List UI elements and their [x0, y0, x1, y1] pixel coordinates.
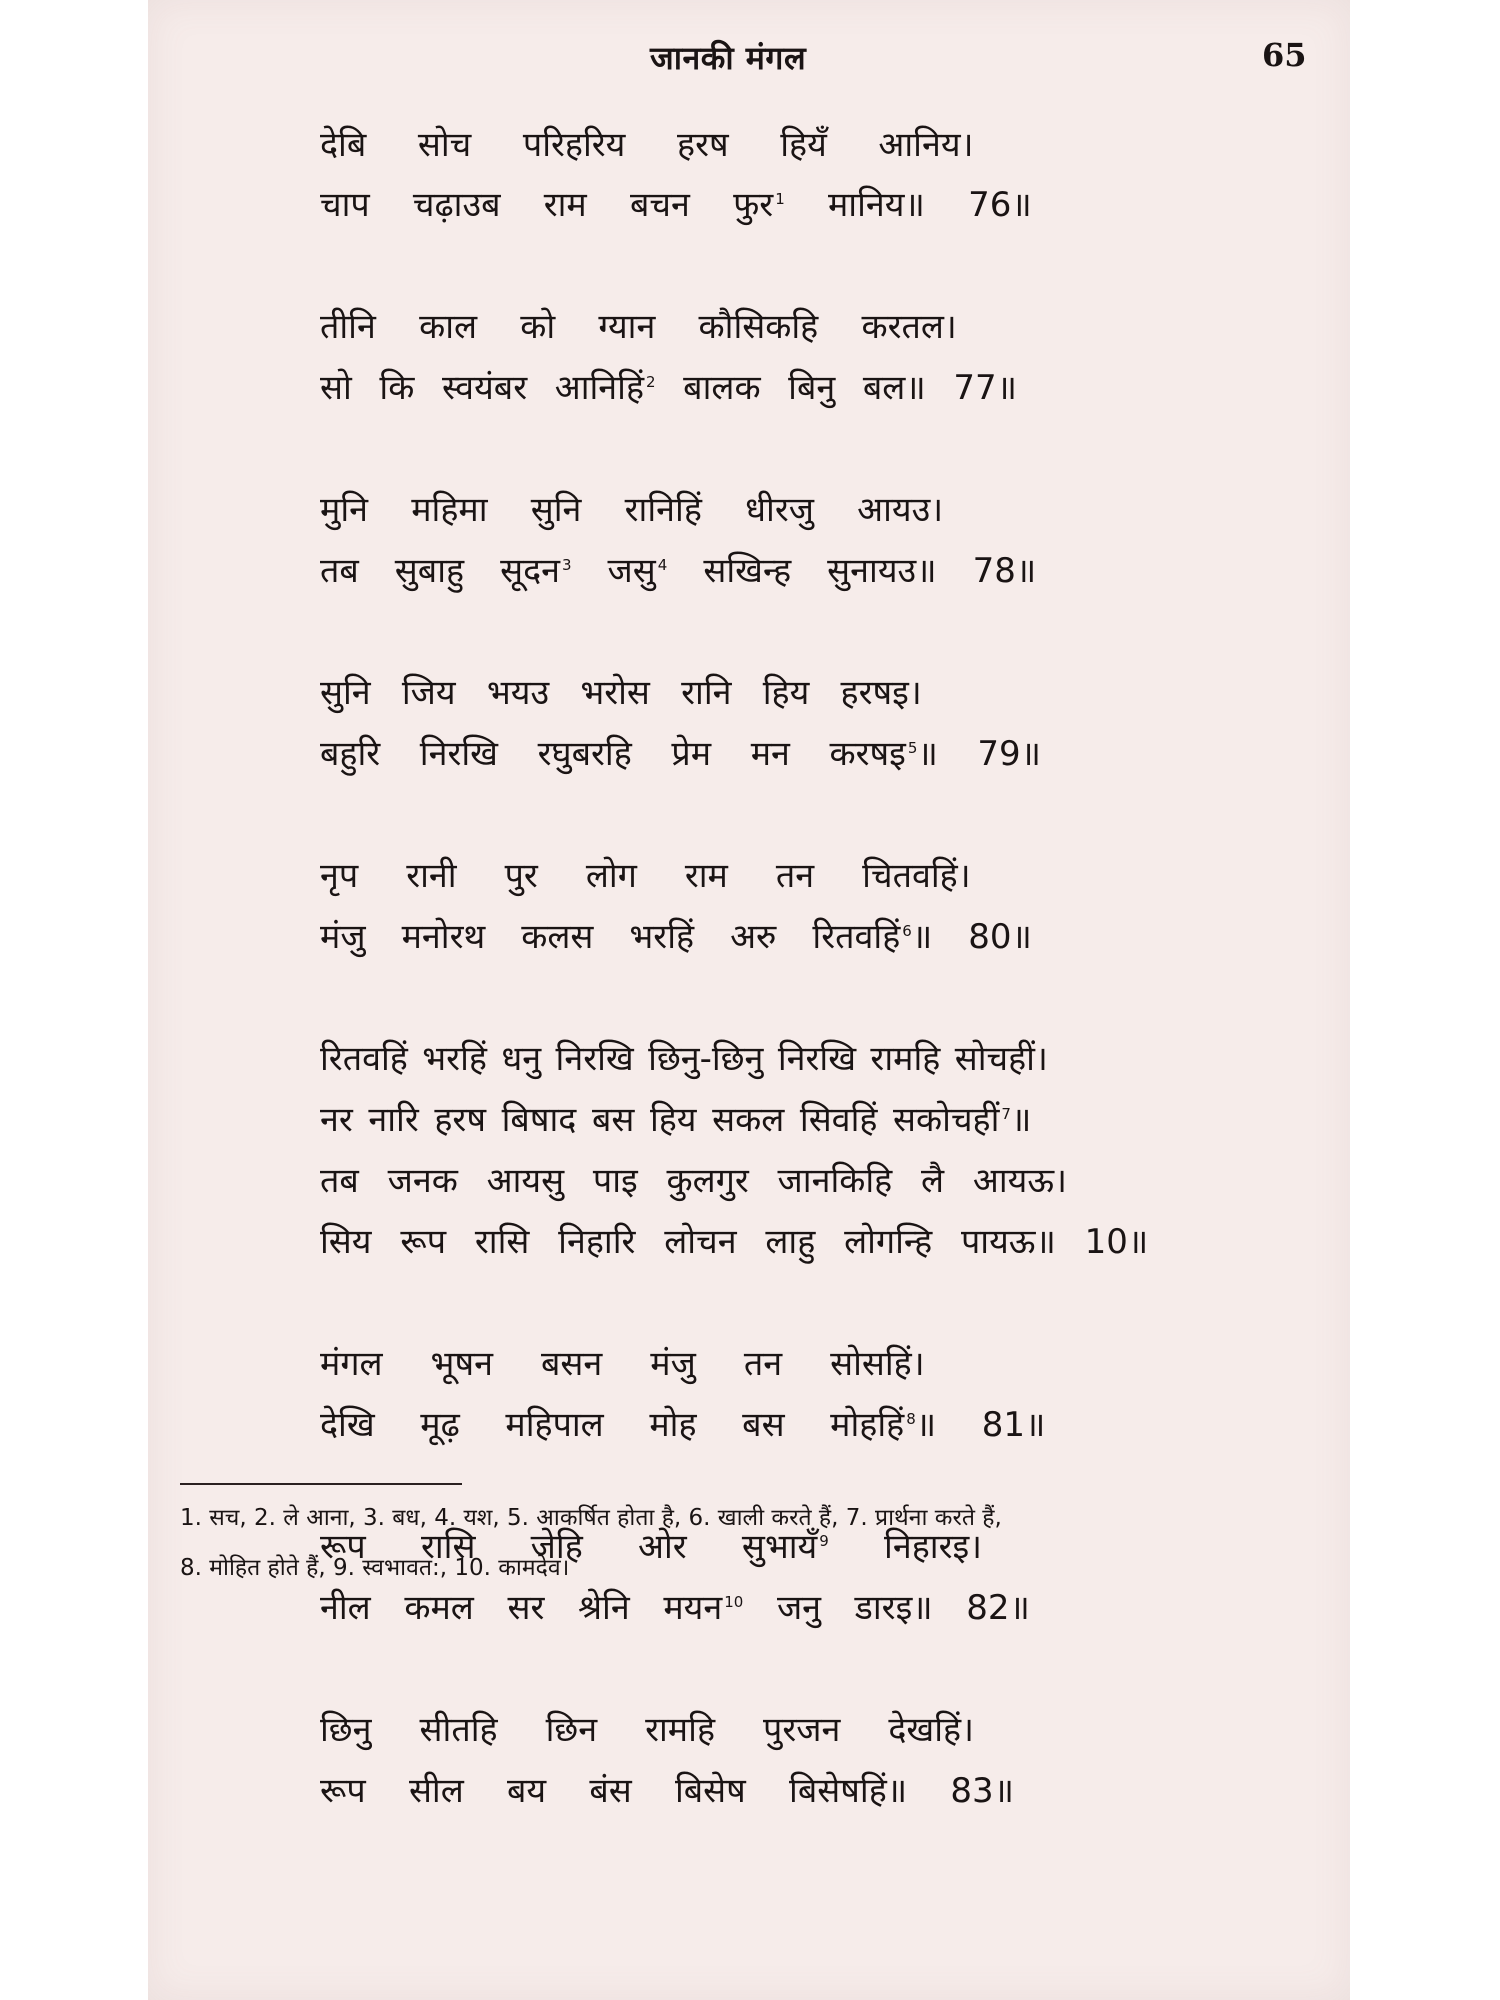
footnote-marker: 1	[775, 189, 785, 208]
verse-line	[320, 307, 957, 347]
verse-text: रूप सील बय बंस बिसेष बिसेषहिं॥ 83॥	[320, 1771, 1014, 1811]
verse-text: सो कि स्वयंबर आनिहिं	[320, 368, 645, 408]
footnote-marker: 5	[907, 738, 918, 757]
verse-text: तीनि काल को ग्यान कौसिकहि करतल।	[320, 307, 957, 347]
verse-text: रितवहिं भरहिं धनु निरखि छिनु-छिनु निरखि रामहि सोचहीं।	[320, 1039, 1048, 1079]
verse-line	[320, 917, 1032, 957]
footnote-separator	[180, 1483, 462, 1485]
verse-text: देबि सोच परिहरिय हरष हियँ आनिय।	[320, 125, 974, 165]
footnote-marker: 2	[646, 372, 656, 391]
verse-line	[320, 368, 1017, 408]
verse-text: ॥ 79॥	[917, 734, 1042, 774]
page-number: 65	[1262, 36, 1307, 74]
verse-text: ॥	[1010, 1100, 1032, 1140]
verse-text: मानिय॥ 76॥	[784, 185, 1032, 225]
verse-line	[320, 734, 1042, 774]
verse-text: जनु डारइ॥ 82॥	[743, 1588, 1030, 1628]
verse-line	[320, 673, 922, 713]
verse-text: जसु	[571, 551, 656, 591]
verse-text: नृप रानी पुर लोग राम तन चितवहिं।	[320, 856, 971, 896]
verse-line	[320, 856, 971, 896]
footnote-marker: 8	[906, 1409, 916, 1428]
verse-text: बहुरि निरखि रघुबरहि प्रेम मन करषइ	[320, 734, 906, 774]
verse-text: ॥ 81॥	[915, 1405, 1046, 1445]
verse-text: नील कमल सर श्रेनि मयन	[320, 1588, 723, 1628]
footnote-marker: 3	[562, 555, 572, 574]
verse-text: सिय रूप रासि निहारि लोचन लाहु लोगन्हि पायऊ॥ 10॥	[320, 1222, 1149, 1262]
verse-line	[320, 1588, 1030, 1628]
verse-text: मंजु मनोरथ कलस भरहिं अरु रितवहिं	[320, 917, 901, 957]
verse-line	[320, 1222, 1149, 1262]
verse-text: बालक बिनु बल॥ 77॥	[655, 368, 1017, 408]
verse-text: मंगल भूषन बसन मंजु तन सोसहिं।	[320, 1344, 925, 1384]
verse-line	[320, 1039, 1048, 1079]
verse-line	[320, 1405, 1046, 1445]
footnote-marker: 4	[657, 555, 668, 574]
verse-text: मुनि महिमा सुनि रानिहिं धीरजु आयउ।	[320, 490, 944, 530]
verse-line	[320, 551, 1037, 591]
book-page	[148, 0, 1350, 2000]
verse-text: चाप चढ़ाउब राम बचन फुर	[320, 185, 774, 225]
footnote-line: 8. मोहित होते हैं, 9. स्वभावत:, 10. कामदेव।	[180, 1555, 570, 1581]
footnote-line: 1. सच, 2. ले आना, 3. बध, 4. यश, 5. आकर्षित होता है, 6. खाली करते हैं, 7. प्रार्थना करते हैं,	[180, 1505, 1002, 1531]
footnote-marker: 7	[1001, 1104, 1011, 1123]
verse-line	[320, 1710, 974, 1750]
verse-text: सखिन्ह सुनायउ॥ 78॥	[667, 551, 1037, 591]
verse-text: देखि मूढ़ महिपाल मोह बस मोहहिं	[320, 1405, 905, 1445]
footnote-marker: 10	[724, 1592, 744, 1611]
verse-line	[320, 1100, 1032, 1140]
verse-text: तब जनक आयसु पाइ कुलगुर जानकिहि लै आयऊ।	[320, 1161, 1067, 1201]
footnote-marker: 9	[819, 1531, 829, 1550]
verse-text: ॥ 80॥	[911, 917, 1032, 957]
verse-line	[320, 125, 974, 165]
footnote-marker: 6	[902, 921, 912, 940]
verse-line	[320, 1344, 925, 1384]
verse-text: तब सुबाहु सूदन	[320, 551, 560, 591]
verse-text: नर नारि हरष बिषाद बस हिय सकल सिवहिं सकोचहीं	[320, 1100, 1000, 1140]
running-title: जानकी मंगल	[650, 39, 807, 77]
verse-line	[320, 1161, 1067, 1201]
verse-text: निहारइ।	[828, 1527, 983, 1567]
verse-line	[320, 490, 944, 530]
verse-text: रूप रासि जेहि ओर सुभायँ	[320, 1527, 818, 1567]
verse-text: सुनि जिय भयउ भरोस रानि हिय हरषइ।	[320, 673, 922, 713]
verse-line	[320, 185, 1032, 225]
verse-text: छिनु सीतहि छिन रामहि पुरजन देखहिं।	[320, 1710, 974, 1750]
verse-line	[320, 1771, 1014, 1811]
